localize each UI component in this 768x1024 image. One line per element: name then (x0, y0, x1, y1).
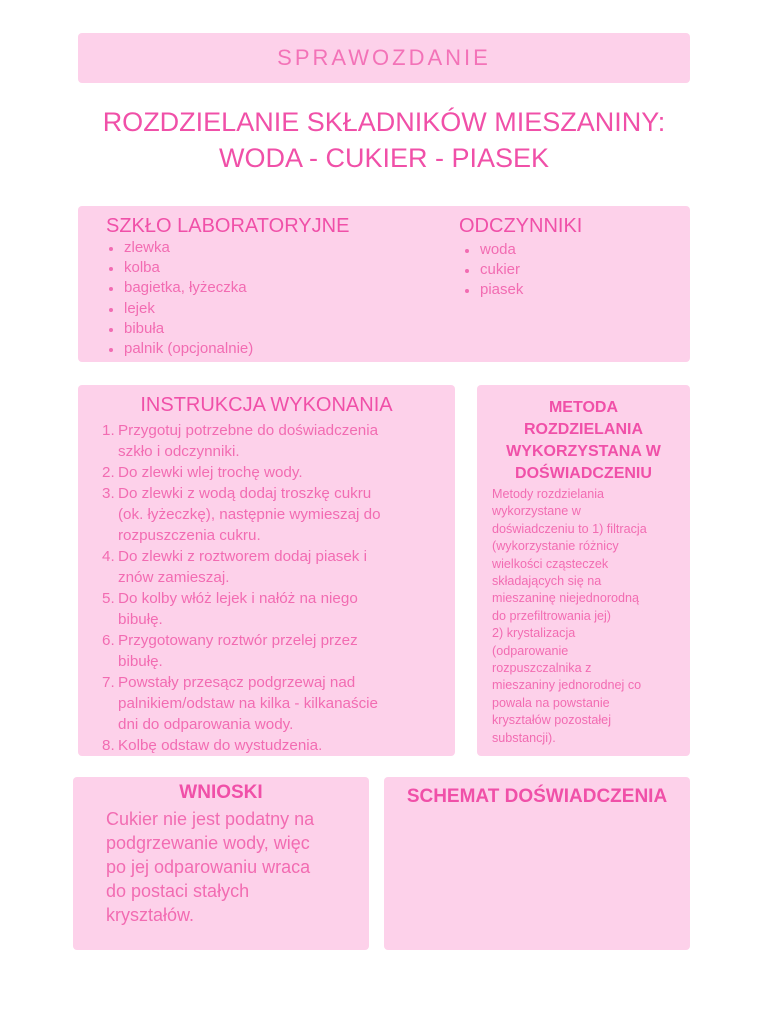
method-text-line: do przefiltrowania jej) (492, 608, 611, 623)
reagents-title: ODCZYNNIKI (459, 215, 583, 237)
method-title (477, 397, 690, 485)
step-text-line: Powstały przesącz podgrzewaj nad (118, 674, 356, 691)
instructions-title: INSTRUKCJA WYKONANIA (140, 394, 393, 416)
step-text-line: bibułę. (118, 611, 163, 628)
method-title-line: ROZDZIELANIA (523, 421, 644, 438)
method-text (492, 486, 682, 747)
step-text-line: dni do odparowania wody. (118, 716, 294, 733)
conclusions-text (106, 807, 356, 927)
conclusion-line: po jej odparowaniu wraca (106, 857, 311, 877)
method-text-line: Metody rozdzielania (492, 487, 605, 501)
step-text-line: (ok. łyżeczkę), następnie wymieszaj do (118, 506, 381, 523)
method-text-line: kryształów pozostałej (492, 713, 611, 728)
instruction-step (103, 630, 448, 672)
list-item: kolba (106, 258, 253, 278)
header-label: SPRAWOZDANIE (277, 45, 491, 70)
instructions-list (103, 420, 448, 756)
method-text-line: substancji). (492, 730, 556, 745)
list-item: woda (462, 240, 523, 260)
glassware-title: SZKŁO LABORATORYJNE (106, 215, 350, 237)
header-bar (78, 33, 690, 83)
list-item: bibuła (106, 319, 253, 339)
list-item: cukier (462, 260, 523, 280)
step-number: 1. (102, 422, 115, 439)
step-text-line: Do zlewki wlej trochę wody. (118, 464, 303, 481)
method-text-line: rozpuszczalnika z (492, 661, 592, 676)
conclusion-line: podgrzewanie wody, więc (106, 833, 310, 853)
method-text-line: wielkości cząsteczek (492, 556, 609, 571)
list-item: zlewka (106, 238, 253, 258)
step-text-line: Do zlewki z wodą dodaj troszkę cukru (118, 485, 372, 502)
step-text-line: Kolbę odstaw do wystudzenia. (118, 737, 323, 754)
step-number: 4. (102, 548, 115, 565)
method-text-line: (odparowanie (492, 643, 569, 658)
materials-section (78, 206, 690, 362)
glassware-list (106, 238, 253, 359)
method-text-line: wykorzystane w (492, 504, 581, 519)
instruction-step (103, 588, 448, 630)
method-title-line: METODA (548, 399, 619, 416)
instruction-step (103, 420, 448, 462)
step-number: 6. (102, 632, 115, 649)
method-text-line: powala na powstanie (492, 695, 610, 710)
reagents-list (462, 240, 523, 301)
method-title-line: WYKORZYSTANA W (506, 443, 661, 460)
instruction-step (103, 672, 448, 735)
list-item: piasek (462, 280, 523, 300)
method-section (477, 385, 690, 756)
step-text-line: Do zlewki z roztworem dodaj piasek i (118, 548, 367, 565)
instruction-step (103, 462, 448, 483)
instruction-step (103, 735, 448, 756)
step-text-line: Przygotowany roztwór przelej przez (118, 632, 358, 649)
step-text-line: Przygotuj potrzebne do doświadczenia (118, 422, 379, 439)
method-text-line: składających się na (492, 574, 602, 589)
conclusion-line: kryształów. (106, 905, 195, 925)
step-number: 3. (102, 485, 115, 502)
diagram-section (384, 777, 690, 950)
title-line-1: ROZDZIELANIE SKŁADNIKÓW MIESZANINY: (102, 107, 666, 137)
method-text-line: mieszaninę niejednorodną (492, 591, 640, 606)
step-text-line: bibułę. (118, 653, 163, 670)
instructions-section (78, 385, 455, 756)
title-line-2: WODA - CUKIER - PIASEK (218, 143, 550, 173)
step-number: 5. (102, 590, 115, 607)
diagram-title: SCHEMAT DOŚWIADCZENIA (406, 786, 668, 807)
conclusion-line: do postaci stałych (106, 881, 250, 901)
method-text-line: doświadczeniu to 1) filtracja (492, 521, 647, 536)
step-number: 8. (102, 737, 115, 754)
method-text-line: mieszaniny jednorodnej co (492, 678, 642, 693)
conclusion-line: Cukier nie jest podatny na (106, 809, 315, 829)
step-number: 7. (102, 674, 115, 691)
list-item: lejek (106, 299, 253, 319)
list-item: bagietka, łyżeczka (106, 278, 253, 298)
conclusions-section (73, 777, 369, 950)
step-text-line: rozpuszczenia cukru. (118, 527, 261, 544)
step-text-line: znów zamieszaj. (118, 569, 230, 586)
step-text-line: Do kolby włóż lejek i nałóż na niego (118, 590, 358, 607)
method-title-line: DOŚWIADCZENIU (515, 465, 652, 482)
step-text-line: palnikiem/odstaw na kilka - kilkanaście (118, 695, 378, 712)
instruction-step (103, 483, 448, 546)
instruction-step (103, 546, 448, 588)
method-text-line: 2) krystalizacja (492, 626, 576, 641)
step-number: 2. (102, 464, 115, 481)
page-title (60, 104, 708, 176)
list-item: palnik (opcjonalnie) (106, 339, 253, 359)
step-text-line: szkło i odczynniki. (118, 443, 240, 460)
method-text-line: (wykorzystanie różnicy (492, 539, 619, 554)
conclusions-title: WNIOSKI (179, 782, 263, 803)
